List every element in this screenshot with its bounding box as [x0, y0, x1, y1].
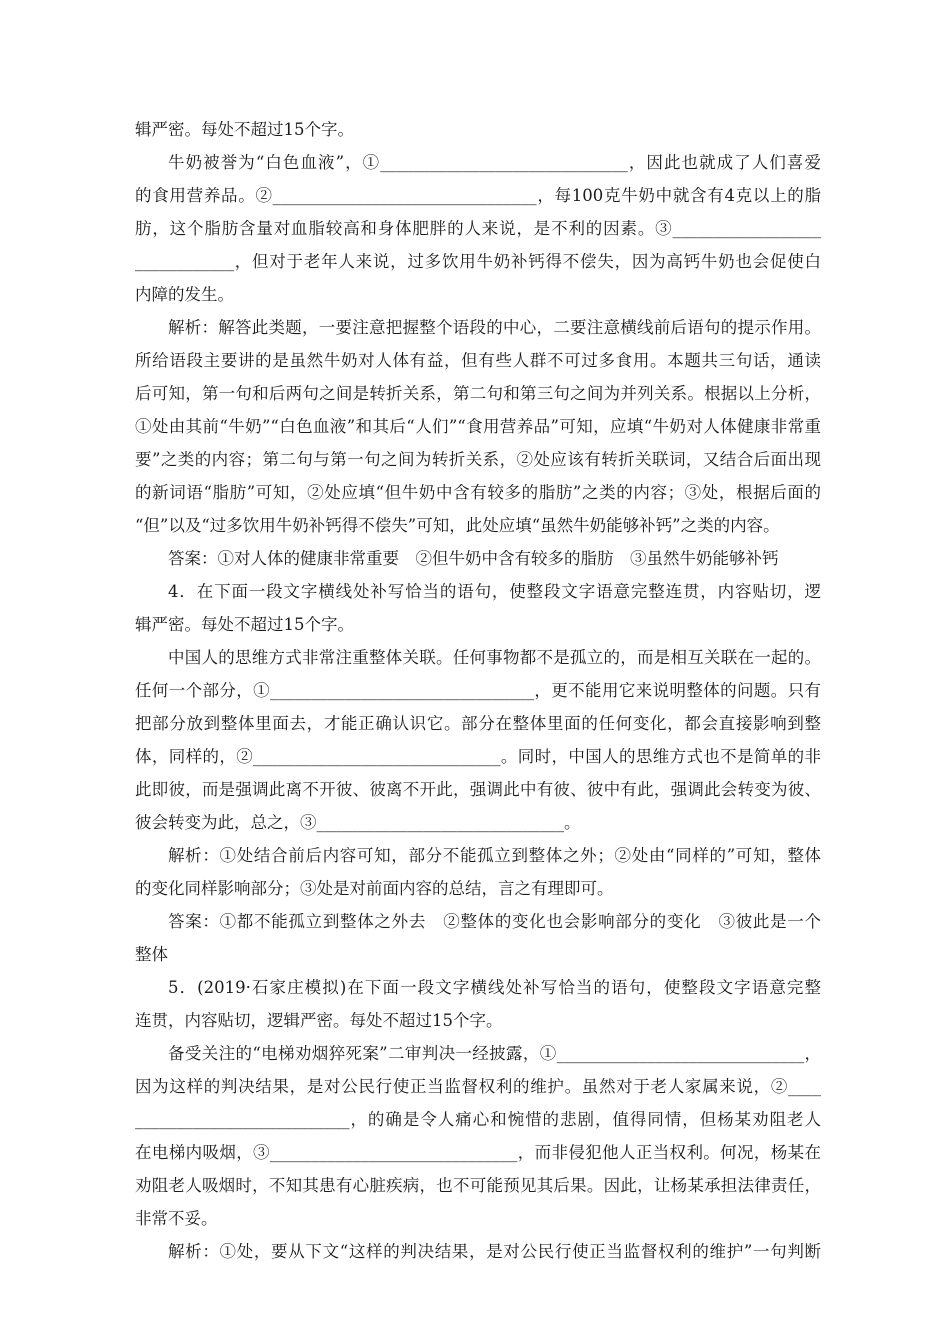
text-line: 非常不妥。 [135, 1209, 218, 1228]
text-line: 解析：①处，要从下文“这样的判决结果，是对公民行使正当监督权利的维护”一句判断 [168, 1242, 821, 1261]
text-line: “但”以及“过多饮用牛奶补钙得不偿失”可知，此处应填“虽然牛奶能够补钙”之类的内容。 [135, 516, 780, 535]
document-page [135, 113, 821, 1268]
text-line: 把部分放到整体里面去，才能正确认识它。部分在整体里面的任何变化，都会直接影响到整 [135, 714, 821, 733]
text-line: __________________________，的确是令人痛心和惋惜的悲剧，值得同情，但杨某劝阻老人 [135, 1110, 821, 1129]
text-line: 要”之类的内容；第二句与第一句之间为转折关系，②处应该有转折关联词，又结合后面出现 [135, 450, 821, 469]
text-line: 体，同样的，②______________________________。同时，中国人的思维方式也不是简单的非 [135, 747, 821, 766]
text-line: 因为这样的判决结果，是对公民行使正当监督权利的维护。虽然对于老人家属来说，②____ [135, 1077, 821, 1096]
text-line: 整体 [135, 945, 168, 964]
text-line: 此即彼，而是强调此离不开彼、彼离不开此，强调此中有彼、彼中有此，强调此会转变为彼、 [135, 780, 821, 799]
text-line: 在电梯内吸烟，③______________________________，而非侵犯他人正当权利。何况，杨某在 [135, 1143, 821, 1162]
text-line: 内障的发生。 [135, 285, 234, 304]
text-line: 后可知，第一句和后两句之间是转折关系，第二句和第三句之间为并列关系。根据以上分析， [135, 384, 821, 403]
text-line: 辑严密。每处不超过15个字。 [135, 615, 354, 634]
text-line: 5．(2019·石家庄模拟)在下面一段文字横线处补写恰当的语句，使整段文字语意完整 [168, 978, 821, 997]
text-line: 的食用营养品。②________________________________，每100克牛奶中就含有4克以上的脂 [135, 186, 821, 205]
text-line: 连贯，内容贴切，逻辑严密。每处不超过15个字。 [135, 1011, 503, 1030]
text-line: 肪，这个脂肪含量对血脂较高和身体肥胖的人来说，是不利的因素。③__________________ [135, 219, 821, 238]
text-line: 答案：①都不能孤立到整体之外去 ②整体的变化也会影响部分的变化 ③彼此是一个 [168, 912, 821, 931]
text-line: 劝阻老人吸烟时，不知其患有心脏疾病，也不可能预见其后果。因此，让杨某承担法律责任， [135, 1176, 821, 1195]
document-body [135, 113, 821, 1268]
text-line: 辑严密。每处不超过15个字。 [135, 120, 354, 139]
text-line: 的新词语“脂肪”可知，②处应填“但牛奶中含有较多的脂肪”之类的内容；③处，根据后面的 [135, 483, 821, 502]
text-line: 的变化同样影响部分；③处是对前面内容的总结，言之有理即可。 [135, 879, 614, 898]
text-line: 解析：①处结合前后内容可知，部分不能孤立到整体之外；②处由“同样的”可知，整体 [168, 846, 821, 865]
text-line: 解析：解答此类题，一要注意把握整个语段的中心，二要注意横线前后语句的提示作用。 [168, 318, 821, 337]
text-line: 任何一个部分，①________________________________，更不能用它来说明整体的问题。只有 [135, 681, 821, 700]
text-line: ①处由其前“牛奶”“白色血液”和其后“人们”“食用营养品”可知，应填“牛奶对人体健康非常重 [135, 417, 821, 436]
text-line: 备受关注的“电梯劝烟猝死案”二审判决一经披露，①______________________________， [168, 1044, 821, 1063]
text-line: 所给语段主要讲的是虽然牛奶对人体有益，但有些人群不可过多食用。本题共三句话，通读 [135, 351, 821, 370]
text-line: 彼会转变为此，总之，③______________________________。 [135, 813, 581, 832]
text-line: ____________，但对于老年人来说，过多饮用牛奶补钙得不偿失，因为高钙牛奶也会促使白 [135, 252, 821, 271]
text-line: 4．在下面一段文字横线处补写恰当的语句，使整段文字语意完整连贯，内容贴切，逻 [168, 582, 821, 601]
text-line: 答案：①对人体的健康非常重要 ②但牛奶中含有较多的脂肪 ③虽然牛奶能够补钙 [168, 549, 779, 568]
text-line: 牛奶被誉为“白色血液”，①______________________________，因此也就成了人们喜爱 [168, 153, 821, 172]
text-line: 中国人的思维方式非常注重整体关联。任何事物都不是孤立的，而是相互关联在一起的。 [168, 648, 821, 667]
